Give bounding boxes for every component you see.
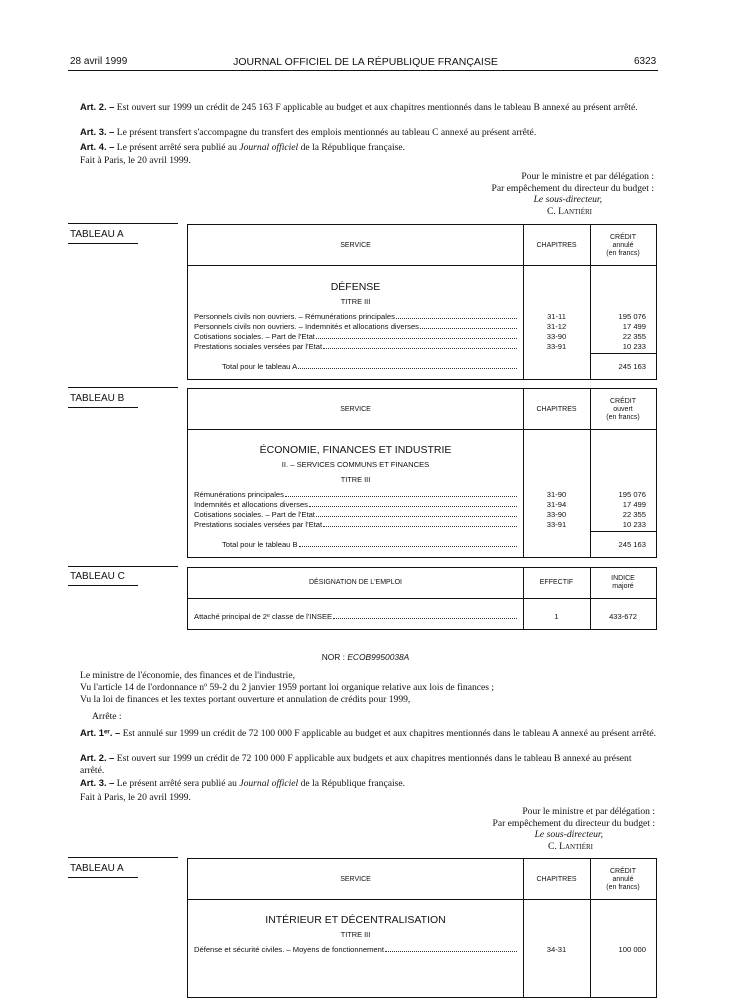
fait-a-paris-2: Fait à Paris, le 20 avril 1999. <box>80 792 191 803</box>
section-title: INTÉRIEUR ET DÉCENTRALISATION <box>265 914 446 926</box>
tableau-a-rule <box>68 223 178 224</box>
section-title: ÉCONOMIE, FINANCES ET INDUSTRIE <box>259 444 452 456</box>
section-title: DÉFENSE <box>330 281 381 293</box>
article-3b: Art. 3. – Le présent arrêté sera publié au Journal officiel de la République française. <box>80 777 406 789</box>
tableau-c-label: TABLEAU C <box>70 571 125 582</box>
header-rule <box>68 70 658 71</box>
tableau-a-label: TABLEAU A <box>70 229 124 240</box>
signature-block: Pour le ministre et par délégation : Par empêchement du directeur du budget : Le sous-directeur, C. Lantiéri <box>491 171 654 217</box>
table-row: Attaché principal de 2ᵉ classe de l'INSEE <box>194 612 519 621</box>
preamble-vu-2: Vu la loi de finances et les textes portant ouverture et annulation de crédits pour 1999, <box>80 694 411 705</box>
signature-block-2: Pour le ministre et par délégation : Par empêchement du directeur du budget : Le sous-directeur, C. Lantiéri <box>492 806 655 852</box>
table-row: Cotisations sociales. – Part de l'Etat <box>194 510 519 519</box>
table-row: Prestations sociales versées par l'Etat <box>194 520 519 529</box>
table-row: Personnels civils non ouvriers. – Indemnités et allocations diverses <box>194 322 519 331</box>
fait-a-paris: Fait à Paris, le 20 avril 1999. <box>80 155 191 166</box>
table-row: Défense et sécurité civiles. – Moyens de fonctionnement <box>194 945 519 954</box>
tableau-b-label: TABLEAU B <box>70 393 125 404</box>
article-4: Art. 4. – Le présent arrêté sera publié au Journal officiel de la République française. <box>80 141 406 153</box>
page-number: 6323 <box>634 56 657 67</box>
preamble-minister: Le ministre de l'économie, des finances et de l'industrie, <box>80 670 295 681</box>
tableau-a2-table: SERVICE CHAPITRES CRÉDIT annulé (en francs) INTÉRIEUR ET DÉCENTRALISATION TITRE III Défense et sécurité civiles. – Moyens de fonctionnement 34-31 100 000 <box>187 858 657 998</box>
table-total-row: Total pour le tableau A <box>222 362 519 371</box>
nor-reference: NOR : ECOB9950038A <box>321 652 410 662</box>
tableau-a-table: SERVICE CHAPITRES CRÉDIT annulé (en francs) DÉFENSE TITRE III Personnels civils non ouvriers. – Rémunérations principales Personnels civils non ouvriers. – Indemnités et allocations diverses Cotisations sociales. – Part de l'Etat Prestations sociales versées par l'Etat 31-11 31-12 33-90 33-91 195 076 17 499 22 355 10 233 Total pour le tableau A 245 163 <box>187 224 657 380</box>
table-row: Indemnités et allocations diverses <box>194 500 519 509</box>
table-row: Prestations sociales versées par l'Etat <box>194 342 519 351</box>
article-2b: Art. 2. – Est ouvert sur 1999 un crédit de 72 100 000 F applicable aux budgets et aux chapitres mentionnés dans le tableau B annexé au présent arrêté. <box>80 752 632 776</box>
table-row: Cotisations sociales. – Part de l'Etat <box>194 332 519 341</box>
tableau-b-table: SERVICE CHAPITRES CRÉDIT ouvert (en francs) ÉCONOMIE, FINANCES ET INDUSTRIE II. – SERVICES COMMUNS ET FINANCES TITRE III Rémunérations principales Indemnités et allocations diverses Cotisations sociales. – Part de l'Etat Prestations sociales versées par l'Etat 31-90 31-94 33-90 33-91 195 076 17 499 22 355 10 233 Total pour le tableau B 245 163 <box>187 388 657 558</box>
table-row: Rémunérations principales <box>194 490 519 499</box>
table-total-row: Total pour le tableau B <box>222 540 519 549</box>
table-row: Personnels civils non ouvriers. – Rémunérations principales <box>194 312 519 321</box>
article-3: Art. 3. – Le présent transfert s'accompagne du transfert des emplois mentionnés au tableau C annexé au présent arrêté. <box>80 126 537 138</box>
article-2: Art. 2. – Est ouvert sur 1999 un crédit de 245 163 F applicable au budget et aux chapitres mentionnés dans le tableau B annexé au présent arrêté. <box>80 101 638 113</box>
arrete-heading: Arrête : <box>92 711 122 722</box>
article-1: Art. 1ᵉʳ. – Est annulé sur 1999 un crédit de 72 100 000 F applicable au budget et aux chapitres mentionnés dans le tableau A annexé au présent arrêté. <box>80 727 657 739</box>
preamble-vu-1: Vu l'article 14 de l'ordonnance nº 59-2 du 2 janvier 1959 portant loi organique relative aux lois de finances ; <box>80 682 495 693</box>
tableau-c-table: DÉSIGNATION DE L'EMPLOI EFFECTIF INDICE majoré Attaché principal de 2ᵉ classe de l'INSEE 1 433-672 <box>187 567 657 630</box>
header-date: 28 avril 1999 <box>70 56 128 67</box>
tableau-a2-label: TABLEAU A <box>70 863 124 874</box>
journal-title: JOURNAL OFFICIEL DE LA RÉPUBLIQUE FRANÇAISE <box>233 56 498 68</box>
